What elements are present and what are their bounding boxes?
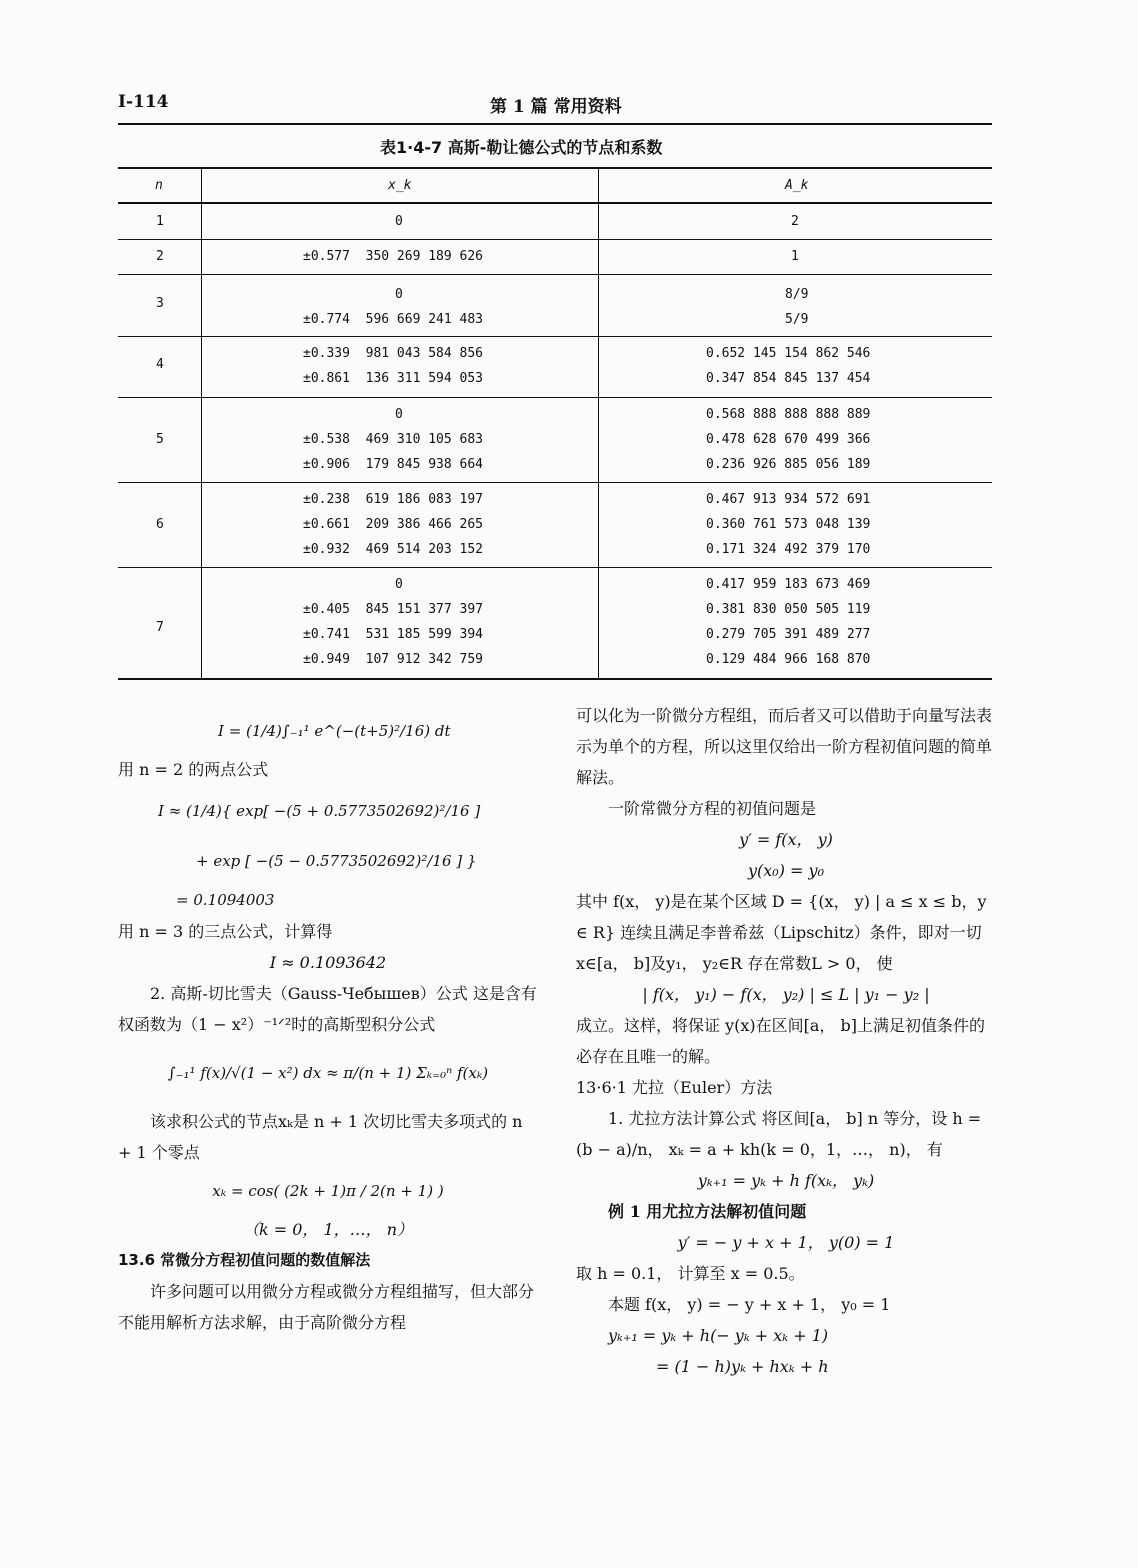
paragraph: 其中 f(x， y)是在某个区域 D = {(x， y) | a ≤ x ≤ b，y ∈ R} 连续且满足李普希兹（Lipschitz）条件，即对一切x∈[a， b]及y₁， y₂∈R 存在常数L > 0， 使 [576, 892, 987, 973]
formula-result: = 0.1094003 [176, 891, 275, 909]
coef-value: 0.568 888 888 888 889 [706, 407, 871, 422]
coef-value: 0.652 145 154 862 546 [706, 346, 871, 361]
formula-result: I ≈ 0.1093642 [269, 953, 387, 972]
coef-value: 0.347 854 845 137 454 [706, 371, 871, 386]
paragraph: 一阶常微分方程的初值问题是 [608, 799, 817, 818]
paragraph: 2. 高斯-切比雪夫（Gauss-Чебышев）公式 这是含有权函数为（1 − x²）⁻¹ᐟ²时的高斯型积分公式 [118, 984, 537, 1034]
node-value: ±0.949 107 912 342 759 [303, 652, 484, 667]
row-n: 6 [156, 517, 164, 532]
node-value: 0 [395, 407, 403, 422]
paragraph: 成立。这样，将保证 y(x)在区间[a， b]上满足初值条件的必存在且唯一的解。 [576, 1016, 985, 1066]
node-value: ±0.661 209 386 466 265 [303, 517, 484, 532]
coef-value: 1 [791, 249, 799, 264]
paragraph: 可以化为一阶微分方程组，而后者又可以借助于向量写法表示为单个的方程，所以这里仅给出一阶方程初值问题的简单解法。 [576, 706, 993, 787]
node-value: 0 [395, 287, 403, 302]
node-value: ±0.238 619 186 083 197 [303, 492, 484, 507]
section-title: 第 1 篇 常用资料 [490, 97, 622, 117]
node-value: ±0.861 136 311 594 053 [303, 371, 484, 386]
integral-equation: I = (1/4)∫₋₁¹ e^(−(t+5)²/16) dt [218, 722, 451, 740]
text-line: 用 n = 2 的两点公式 [118, 760, 269, 779]
coef-value: 0.171 324 492 379 170 [706, 542, 871, 557]
node-value: ±0.932 469 514 203 152 [303, 542, 484, 557]
node-value: ±0.405 845 151 377 397 [303, 602, 484, 617]
coef-value: 0.417 959 183 673 469 [706, 577, 871, 592]
node-value: 0 [395, 214, 403, 229]
node-value: ±0.741 531 185 599 394 [303, 627, 484, 642]
coef-value: 8/9 [785, 287, 809, 302]
coef-value: 0.129 484 966 168 870 [706, 652, 871, 667]
subsection-heading: 13·6·1 尤拉（Euler）方法 [576, 1078, 773, 1097]
ode-equation: y′ = f(x， y) [739, 830, 833, 849]
node-value: ±0.339 981 043 584 856 [303, 346, 484, 361]
chebyshev-formula: ∫₋₁¹ f(x)/√(1 − x²) dx ≈ π/(n + 1) Σₖ₌₀ⁿ f(xₖ) [167, 1064, 489, 1082]
table-caption: 表1·4-7 高斯-勒让德公式的节点和系数 [380, 138, 663, 157]
paragraph: 1. 尤拉方法计算公式 将区间[a， b] n 等分，设 h = (b − a)/n， xₖ = a + kh(k = 0，1，…， n)， 有 [576, 1109, 982, 1159]
node-index-range: （k = 0， 1，…， n） [242, 1220, 414, 1239]
page-number: I-114 [118, 92, 169, 112]
node-value: ±0.577 350 269 189 626 [303, 249, 484, 264]
coef-value: 0.381 830 050 505 119 [706, 602, 871, 617]
node-value: 0 [395, 577, 403, 592]
section-heading: 13.6 常微分方程初值问题的数值解法 [118, 1251, 371, 1269]
coef-value: 5/9 [785, 312, 809, 327]
node-value: ±0.538 469 310 105 683 [303, 432, 484, 447]
node-formula: xₖ = cos( (2k + 1)π / 2(n + 1) ) [212, 1182, 444, 1200]
header-rule [118, 123, 992, 125]
coef-value: 0.236 926 885 056 189 [706, 457, 871, 472]
header-xk: x_k [388, 178, 412, 193]
iteration-formula: yₖ₊₁ = yₖ + h(− yₖ + xₖ + 1) [608, 1326, 829, 1345]
coef-value: 0.360 761 573 048 139 [706, 517, 871, 532]
coef-value: 2 [791, 214, 799, 229]
paragraph: 取 h = 0.1， 计算至 x = 0.5。 [576, 1264, 805, 1283]
lipschitz-inequality: | f(x， y₁) − f(x， y₂) | ≤ L | y₁ − y₂ | [642, 985, 930, 1004]
initial-condition: y(x₀) = y₀ [748, 861, 824, 880]
paragraph: 本题 f(x， y) = − y + x + 1， y₀ = 1 [608, 1295, 891, 1314]
row-n: 2 [156, 249, 164, 264]
coef-value: 0.467 913 934 572 691 [706, 492, 871, 507]
coef-value: 0.279 705 391 489 277 [706, 627, 871, 642]
iteration-formula: = (1 − h)yₖ + hxₖ + h [656, 1357, 829, 1376]
header-n: n [155, 178, 163, 193]
row-n: 1 [156, 214, 164, 229]
formula-line: + exp [ −(5 − 0.5773502692)²/16 ] } [196, 852, 477, 870]
coef-value: 0.478 628 670 499 366 [706, 432, 871, 447]
right-column [576, 700, 996, 1382]
euler-formula: yₖ₊₁ = yₖ + h f(xₖ， yₖ) [697, 1171, 875, 1190]
formula-line: I ≈ (1/4){ exp[ −(5 + 0.5773502692)²/16 ] [158, 802, 481, 820]
row-n: 3 [156, 296, 164, 311]
left-column [118, 708, 538, 1338]
row-n: 7 [156, 620, 164, 635]
row-n: 4 [156, 357, 164, 372]
node-value: ±0.906 179 845 938 664 [303, 457, 484, 472]
header-ak: A_k [785, 178, 809, 193]
row-n: 5 [156, 432, 164, 447]
example-equation: y′ = − y + x + 1， y(0) = 1 [677, 1233, 895, 1252]
paragraph: 该求积公式的节点xₖ是 n + 1 次切比雪夫多项式的 n + 1 个零点 [118, 1112, 523, 1162]
example-label: 例 1 用尤拉方法解初值问题 [608, 1202, 807, 1221]
node-value: ±0.774 596 669 241 483 [303, 312, 484, 327]
text-line: 用 n = 3 的三点公式，计算得 [118, 922, 333, 941]
paragraph: 许多问题可以用微分方程或微分方程组描写，但大部分不能用解析方法求解，由于高阶微分方程 [118, 1282, 535, 1332]
